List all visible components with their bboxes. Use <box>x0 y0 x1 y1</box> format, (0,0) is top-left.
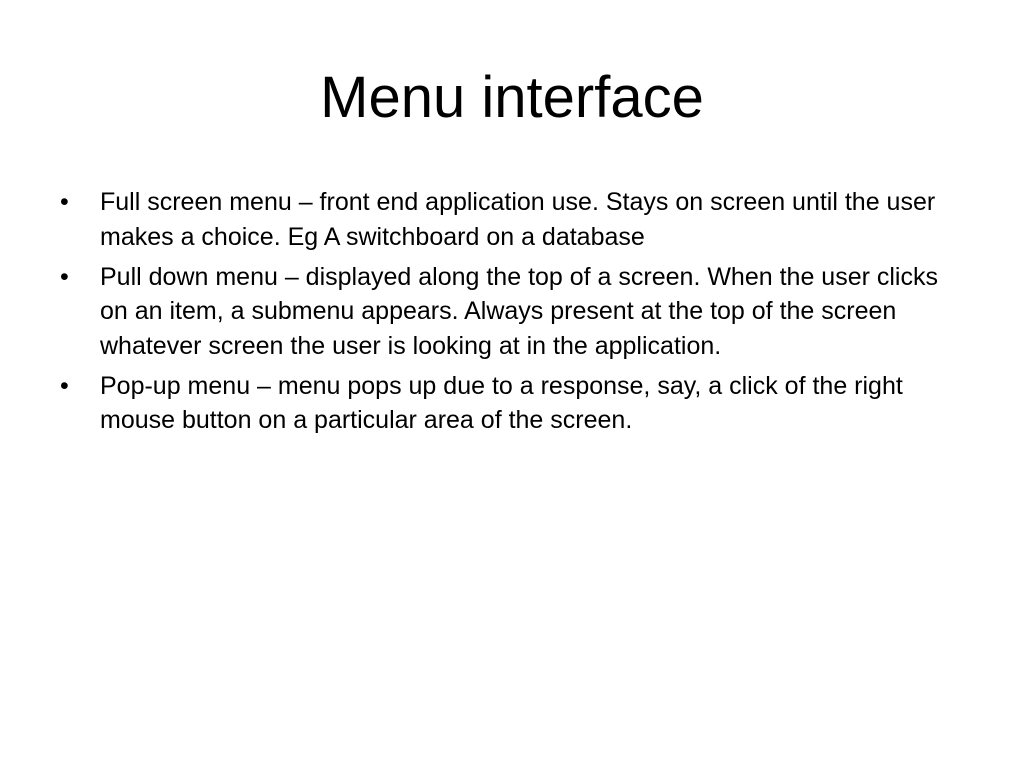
bullet-list <box>56 185 956 443</box>
bullet-icon: • <box>60 188 69 216</box>
bullet-icon: • <box>60 371 69 400</box>
slide-title: Menu interface <box>320 65 704 130</box>
bullet-icon: • <box>60 262 69 291</box>
bullet-item <box>56 260 956 364</box>
bullet-item <box>56 369 956 438</box>
bullet-text: Pop-up menu – menu pops up due to a response, say, a click of the right mouse button on a particular area of the screen. <box>100 371 903 434</box>
bullet-text: Pull down menu – displayed along the top of a screen. When the user clicks on an item, a submenu appears. Always present at the top of the screen whatever screen the user is looking at in the application. <box>100 262 938 360</box>
bullet-item <box>56 185 956 254</box>
bullet-text: Full screen menu – front end application use. Stays on screen until the user makes a choice. Eg A switchboard on a database <box>100 188 936 251</box>
